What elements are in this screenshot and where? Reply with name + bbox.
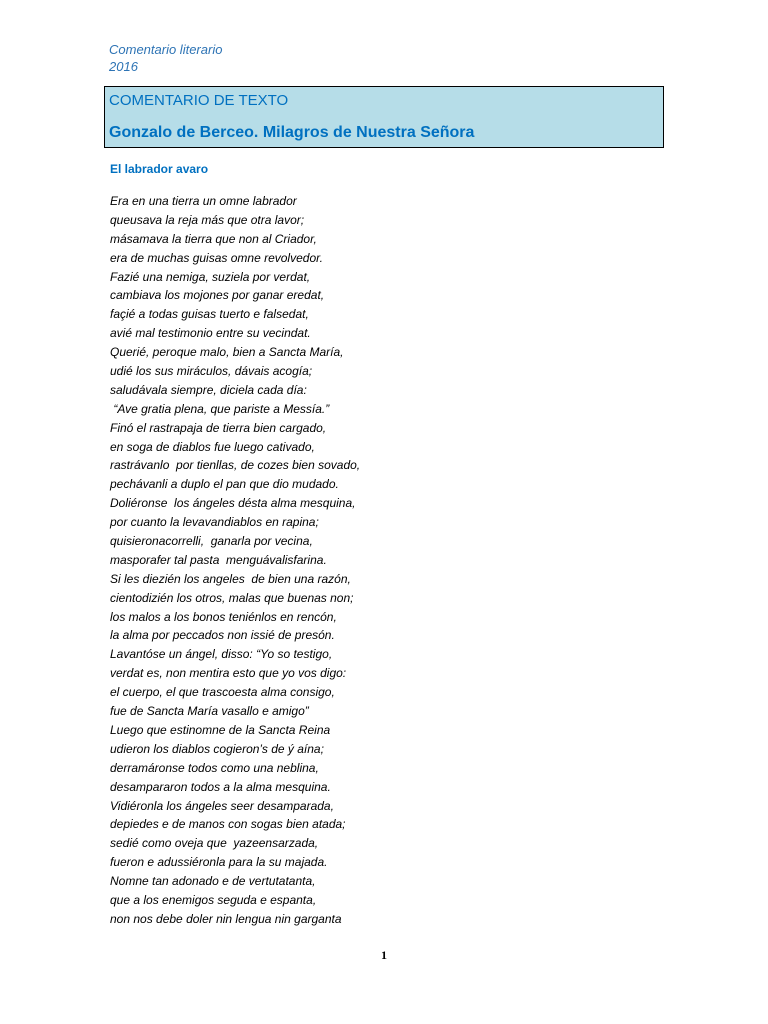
- poem-line: Luego que estinomne de la Sancta Reina: [110, 722, 331, 737]
- poem-line: udié los sus miráculos, dávais acogía;: [110, 364, 313, 379]
- poem-line: el cuerpo, el que trascoesta alma consigo,: [110, 685, 335, 700]
- title-box: [104, 86, 664, 148]
- poem-line: pechávanli a duplo el pan que dio mudado.: [110, 477, 339, 492]
- poem-line: cientodizién los otros, malas que buenas non;: [110, 590, 354, 605]
- document-subheading: Gonzalo de Berceo. Milagros de Nuestra Señora: [109, 124, 475, 141]
- poem-line: verdat es, non mentira esto que yo vos digo:: [110, 666, 347, 681]
- poem-line: cambiava los mojones por ganar eredat,: [110, 288, 325, 303]
- poem-line: Finó el rastrapaja de tierra bien cargado,: [110, 420, 327, 435]
- poem-line: non nos debe doler nin lengua nin garganta: [110, 911, 342, 926]
- poem-line: los malos a los bonos teniénlos en rencón,: [110, 609, 337, 624]
- header-year: 2016: [109, 59, 138, 74]
- poem-line: saludávala siempre, diciela cada día:: [110, 382, 307, 397]
- poem-line: Era en una tierra un omne labrador: [110, 194, 297, 208]
- page-number: 1: [381, 948, 387, 962]
- poem-text: [110, 192, 360, 929]
- poem-line: udieron los diablos cogieron’s de ý aína;: [110, 741, 324, 756]
- poem-line: rastrávanlo por tienllas, de cozes bien sovado,: [110, 458, 361, 473]
- poem-line: másamava la tierra que non al Criador,: [110, 231, 317, 246]
- poem-line: façié a todas guisas tuerto e falsedat,: [110, 307, 309, 322]
- poem-line: por cuanto la levavandiablos en rapina;: [110, 515, 319, 530]
- header-subject: Comentario literario: [109, 42, 223, 57]
- poem-line: era de muchas guisas omne revolvedor.: [110, 250, 323, 265]
- poem-line: Nomne tan adonado e de vertutatanta,: [110, 874, 316, 889]
- poem-line: desampararon todos a la alma mesquina.: [110, 779, 331, 794]
- poem-line: quisieronacorrelli, ganarla por vecina,: [110, 534, 313, 549]
- poem-line: Si les diezién los angeles de bien una razón,: [110, 571, 351, 586]
- poem-line: derramáronse todos como una neblina,: [110, 760, 319, 775]
- poem-line: masporafer tal pasta menguávalisfarina.: [110, 552, 327, 567]
- poem-line: fue de Sancta María vasallo e amigo”: [110, 704, 309, 719]
- poem-line: “Ave gratia plena, que pariste a Messía.”: [110, 401, 330, 416]
- poem-line: la alma por peccados non issié de presón.: [110, 628, 335, 643]
- poem-line: avié mal testimonio entre su vecindat.: [110, 326, 311, 341]
- poem-line: depiedes e de manos con sogas bien atada;: [110, 817, 346, 832]
- poem-line: queusava la reja más que otra lavor;: [110, 212, 305, 227]
- poem-line: Fazié una nemiga, suziela por verdat,: [110, 269, 311, 284]
- document-heading: COMENTARIO DE TEXTO: [109, 92, 289, 109]
- poem-line: Lavantóse un ángel, disso: “Yo so testigo,: [110, 647, 333, 662]
- section-title: El labrador avaro: [110, 162, 209, 176]
- poem-line: Doliéronse los ángeles désta alma mesquina,: [110, 496, 356, 511]
- poem-line: Querié, peroque malo, bien a Sancta María,: [110, 345, 344, 360]
- poem-line: Vidiéronla los ángeles seer desamparada,: [110, 798, 334, 813]
- poem-line: en soga de diablos fue luego cativado,: [110, 439, 315, 454]
- poem-line: que a los enemigos seguda e espanta,: [110, 892, 317, 907]
- poem-line: fueron e adussiéronla para la su majada.: [110, 855, 328, 870]
- poem-line: sedié como oveja que yazeensarzada,: [110, 836, 319, 851]
